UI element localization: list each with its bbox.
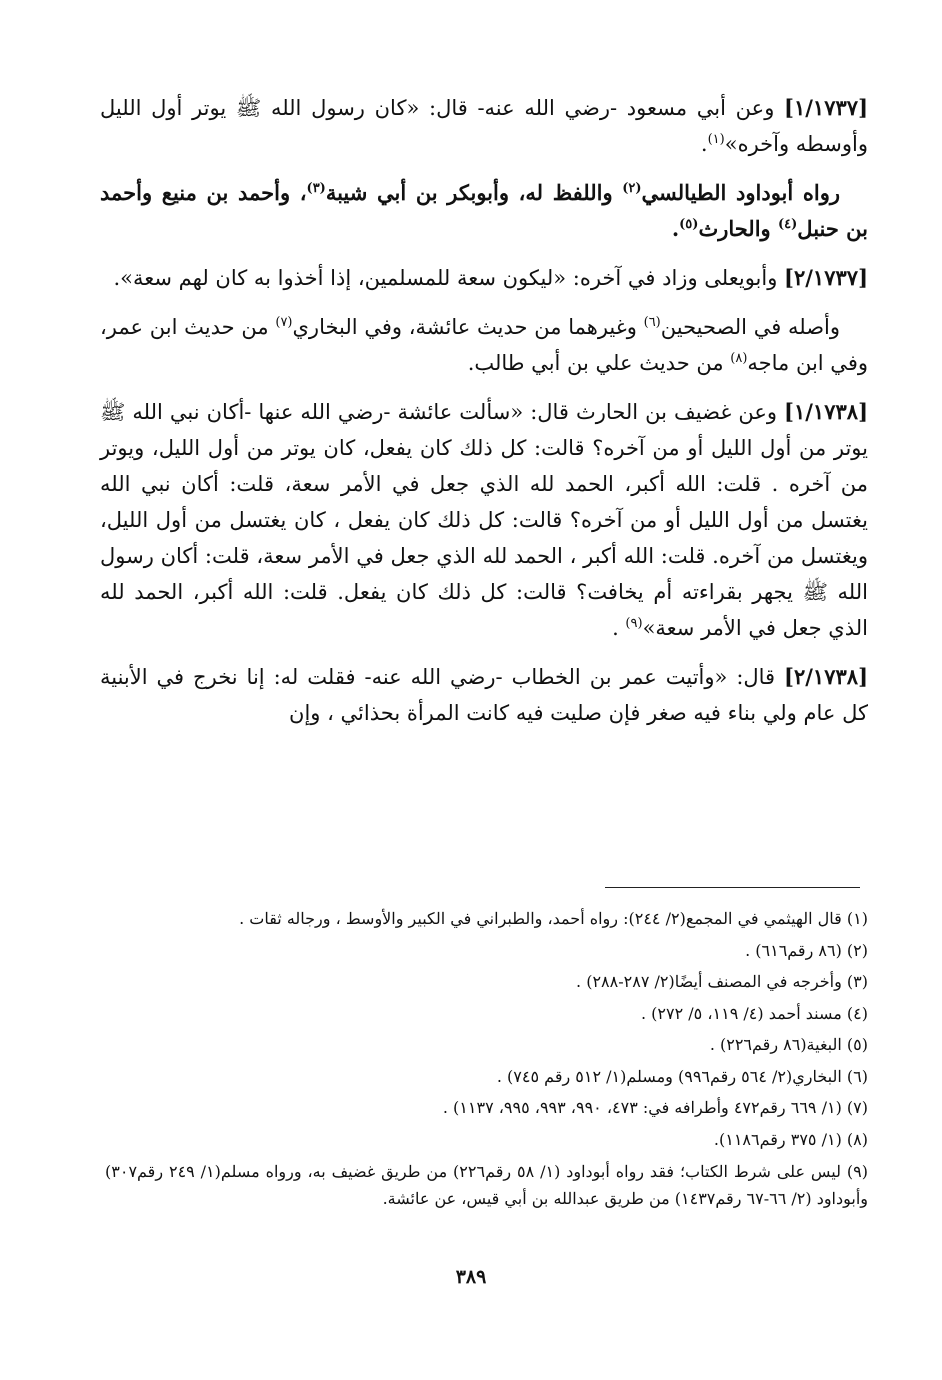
footnote-marker: (٣) bbox=[306, 181, 326, 196]
hadith-reference: [٢/١٧٣٧] bbox=[784, 265, 868, 290]
footnote: (١) قال الهيثمي في المجمع(٢/ ٢٤٤): رواه أحمد، والطبراني في الكبير والأوسط ، ورجاله ثقات . bbox=[239, 909, 868, 928]
page-number: ٣٨٩ bbox=[455, 1266, 487, 1288]
footnote-marker: (٨) bbox=[730, 351, 748, 366]
hadith-text-end: . bbox=[700, 132, 708, 156]
source-paragraph bbox=[100, 175, 868, 247]
footnote-marker: (٦) bbox=[643, 315, 661, 330]
hadith-text: قال: «وأتيت عمر بن الخطاب -رضي الله عنه- فقلت له: إنا نخرج في الأبنية كل عام ولي بناء فيه صغر فإن صليت فيه كانت المرأة بحذائي ، وإن bbox=[100, 665, 868, 725]
footnote-marker: (٩) bbox=[625, 616, 643, 631]
footnote-marker: (١) bbox=[707, 132, 725, 147]
footnote: (٦) البخاري(٢/ ٥٦٤ رقم٩٩٦) ومسلم(١/ ٥١٢ رقم ٧٤٥) . bbox=[496, 1066, 868, 1086]
source-paragraph bbox=[100, 309, 868, 381]
hadith-reference: [١/١٧٣٨] bbox=[784, 399, 868, 424]
hadith-paragraph bbox=[100, 394, 868, 646]
hadith-reference: [٢/١٧٣٨] bbox=[784, 664, 868, 689]
source-text: ، وأحمد بن منيع وأحمد بن حنبل bbox=[100, 180, 868, 241]
footnote: (٥) البغية(٨٦ رقم٢٢٦) . bbox=[709, 1035, 868, 1054]
footnote-marker: (٥) bbox=[679, 217, 699, 232]
hadith-paragraph bbox=[100, 260, 868, 296]
footnote-marker: (٧) bbox=[275, 315, 293, 330]
source-text: . bbox=[671, 216, 680, 241]
hadith-paragraph bbox=[100, 659, 868, 731]
hadith-paragraph bbox=[100, 90, 868, 162]
hadith-reference: [١/١٧٣٧] bbox=[784, 95, 868, 120]
hadith-text-end: . bbox=[612, 616, 626, 640]
source-text: من حديث ابن عمر، وفي ابن ماجه bbox=[100, 315, 868, 375]
footnote-separator bbox=[605, 887, 860, 888]
source-text: وغيرهما من حديث عائشة، وفي البخاري bbox=[292, 315, 644, 339]
footnote-marker: (٢) bbox=[622, 181, 642, 196]
source-text: من حديث علي بن أبي طالب. bbox=[467, 351, 731, 375]
footnote: (٣) وأخرجه في المصنف أيضًا(٢/ ٢٨٧-٢٨٨) . bbox=[576, 972, 868, 991]
footnote: (٧) (١/ ٦٦٩ رقم٤٧٢ وأطرافه في: ٤٧٣، ٩٩٠، ٩٩٣، ٩٩٥، ١١٣٧) . bbox=[442, 1098, 868, 1117]
main-text bbox=[100, 90, 868, 744]
footnote: (٢) (٨٦ رقم٦١٦) . bbox=[745, 940, 868, 960]
source-text: واللفظ له، وأبوبكر بن أبي شيبة bbox=[325, 180, 623, 205]
footnote: (٨) (١/ ٣٧٥ رقم١١٨٦). bbox=[713, 1129, 868, 1149]
hadith-text: وعن أبي مسعود -رضي الله عنه- قال: «كان رسول الله ﷺ يوتر أول الليل وأوسطه وآخره» bbox=[100, 96, 868, 156]
hadith-text: وأبويعلى وزاد في آخره: «ليكون سعة للمسلمين، إذا أخذوا به كان لهم سعة». bbox=[113, 266, 785, 290]
source-text: وأصله في الصحيحين bbox=[660, 315, 840, 339]
hadith-text: وعن غضيف بن الحارث قال: «سألت عائشة -رضي الله عنها -أكان نبي الله ﷺ يوتر من أول الليل أو من آخره؟ قالت: كل ذلك كان يفعل، كان يوتر من أول الليل، ويوتر من آخره . قلت: الله أكبر، الحمد لله الذي جعل في الأمر سعة، قلت: أكان نبي الله يغتسل من أول الليل أو من آخره؟ قالت: كل ذلك كان يفعل ، كان يغتسل من أول الليل، ويغتسل من آخره. قلت: الله أكبر ، الحمد لله الذي جعل في الأمر سعة، قلت: أكان رسول الله ﷺ يجهر بقراءته أم يخافت؟ قالت: كل ذلك كان يفعل. قلت: الله أكبر، الحمد لله الذي جعل في الأمر سعة» bbox=[100, 400, 868, 640]
source-text: رواه أبوداود الطيالسي bbox=[641, 180, 840, 205]
footnote: (٩) ليس على شرط الكتاب؛ فقد رواه أبوداود (١/ ٥٨ رقم٢٢٦) من طريق غضيف به، ورواه مسلم(١/ ٢٤٩ رقم٣٠٧) وأبوداود (٢/ ٦٦-٦٧ رقم١٤٣٧) من طريق عبدالله بن أبي قيس، عن عائشة. bbox=[105, 1162, 868, 1208]
source-text: والحارث bbox=[698, 216, 778, 241]
footnotes bbox=[105, 903, 868, 1212]
footnote: (٤) مسند أحمد (٤/ ١١٩، ٥/ ٢٧٢) . bbox=[640, 1003, 868, 1023]
footnote-marker: (٤) bbox=[778, 217, 798, 232]
